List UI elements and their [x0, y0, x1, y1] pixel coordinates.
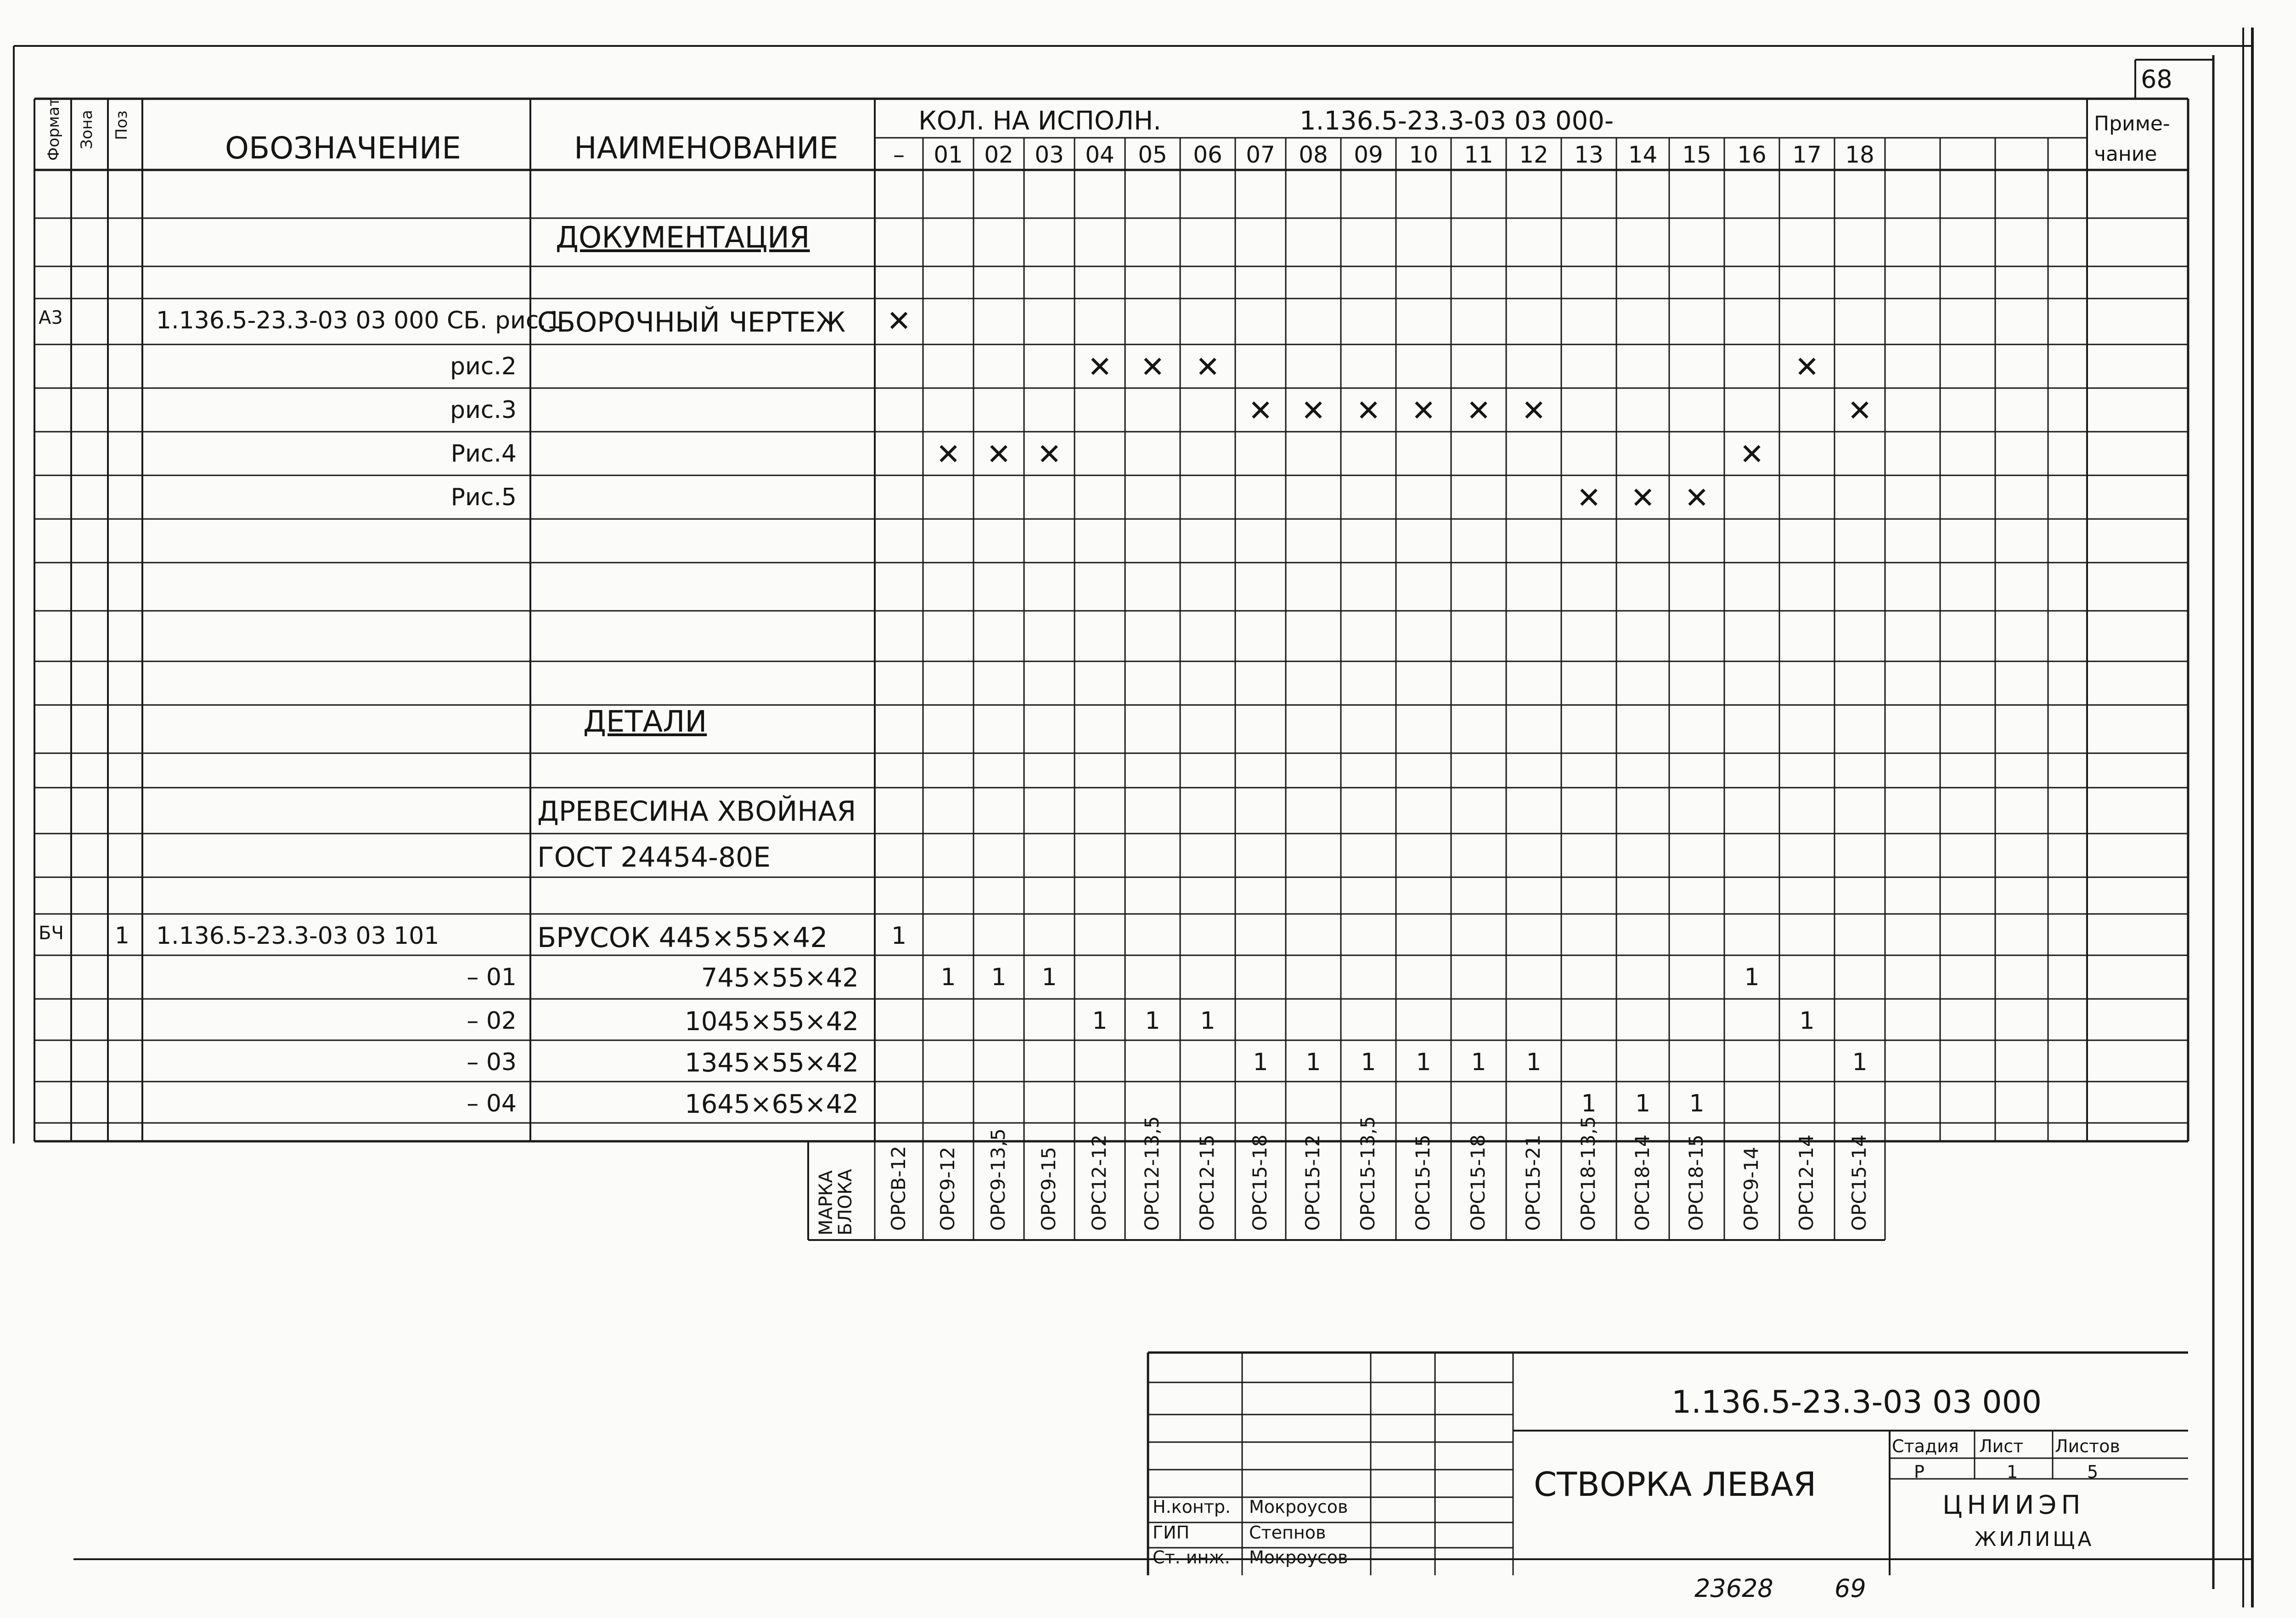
block-mark-label: ОРС15-18: [1249, 1134, 1271, 1231]
row-name: ДРЕВЕСИНА ХВОЙНАЯ: [537, 795, 856, 828]
qty-value: 1: [1744, 964, 1760, 991]
row-designation: Рис.5: [450, 484, 517, 511]
cross-mark: ✕: [1630, 481, 1655, 515]
qty-value: 1: [891, 922, 907, 950]
qty-value: 1: [1145, 1007, 1160, 1035]
cross-mark: ✕: [1087, 350, 1112, 384]
signature-name: Мокроусов: [1249, 1547, 1348, 1567]
cross-mark: ✕: [1847, 394, 1872, 428]
qty-value: 1: [1306, 1049, 1321, 1076]
row-designation: Рис.4: [450, 440, 517, 468]
row-name: 1645×65×42: [685, 1089, 859, 1119]
row-name: ГОСТ 24454-80Е: [537, 841, 771, 874]
exec-col-17: 17: [1792, 141, 1822, 168]
archive-number: 23628: [1694, 1574, 1773, 1603]
row-designation: – 03: [467, 1049, 517, 1076]
block-mark-label: ОРС15-13,5: [1356, 1116, 1379, 1231]
exec-col-13: 13: [1574, 141, 1604, 168]
block-mark-label: ОРС18-15: [1685, 1134, 1707, 1231]
qty-value: 1: [1041, 964, 1057, 991]
exec-col-5: 05: [1138, 141, 1167, 168]
cross-mark: ✕: [1356, 394, 1381, 428]
row-pos: 1: [115, 922, 129, 949]
qty-value: 1: [1581, 1090, 1597, 1117]
row-name: 1345×55×42: [685, 1048, 859, 1078]
footer-page: 69: [1835, 1574, 1866, 1603]
exec-col-6: 06: [1193, 141, 1222, 168]
cross-mark: ✕: [1140, 350, 1165, 384]
drawing-title: СТВОРКА ЛЕВАЯ: [1534, 1465, 1817, 1504]
cross-mark: ✕: [1739, 438, 1764, 472]
section-parts: ДЕТАЛИ: [583, 705, 707, 739]
row-format: А3: [39, 307, 63, 328]
header-remark-1: Приме-: [2094, 112, 2170, 135]
qty-value: 1: [1092, 1007, 1108, 1035]
exec-col-11: 11: [1464, 141, 1493, 168]
header-format: Формат: [45, 97, 63, 161]
signature-role: Ст. инж.: [1153, 1547, 1230, 1567]
block-mark-label: ОРС15-14: [1848, 1134, 1870, 1231]
block-mark-label: ОРС15-12: [1301, 1134, 1324, 1231]
row-name: БРУСОК 445×55×42: [537, 922, 828, 954]
header-designation: ОБОЗНАЧЕНИЕ: [225, 130, 461, 166]
qty-value: 1: [1689, 1090, 1705, 1117]
row-format: БЧ: [39, 923, 64, 944]
row-name: 1045×55×42: [685, 1007, 859, 1037]
qty-value: 1: [1416, 1049, 1431, 1076]
block-mark-label: ОРС15-15: [1412, 1134, 1434, 1231]
cross-mark: ✕: [1466, 394, 1491, 428]
signature-role: ГИП: [1153, 1522, 1190, 1543]
cross-mark: ✕: [886, 304, 912, 338]
cross-mark: ✕: [986, 438, 1011, 472]
cross-mark: ✕: [1195, 350, 1220, 384]
signature-name: Степнов: [1249, 1522, 1326, 1543]
section-documentation: ДОКУМЕНТАЦИЯ: [556, 221, 810, 255]
block-mark-label: ОРС9-15: [1037, 1146, 1060, 1231]
sheets-label: Листов: [2055, 1436, 2120, 1456]
row-designation: – 01: [467, 964, 517, 991]
block-mark-label: ОРС9-14: [1740, 1146, 1762, 1231]
signature-name: Мокроусов: [1249, 1497, 1348, 1517]
qty-value: 1: [991, 964, 1007, 991]
exec-col-8: 08: [1299, 141, 1328, 168]
org-line-2: ЖИЛИЩА: [1975, 1528, 2094, 1551]
sheet-label: Лист: [1979, 1436, 2024, 1456]
qty-value: 1: [1852, 1049, 1868, 1076]
cross-mark: ✕: [1576, 481, 1601, 515]
row-designation: рис.2: [450, 353, 517, 380]
signature-role: Н.контр.: [1153, 1497, 1231, 1517]
exec-col-16: 16: [1737, 141, 1767, 168]
cross-mark: ✕: [936, 438, 961, 472]
cross-mark: ✕: [1301, 394, 1326, 428]
doc-number: 1.136.5-23.3-03 03 000: [1671, 1384, 2042, 1421]
qty-value: 1: [1253, 1049, 1268, 1076]
exec-col-12: 12: [1519, 141, 1548, 168]
sheet-value: 1: [2007, 1462, 2018, 1482]
qty-value: 1: [940, 964, 956, 991]
qty-value: 1: [1361, 1049, 1376, 1076]
exec-col-14: 14: [1628, 141, 1658, 168]
cross-mark: ✕: [1248, 394, 1273, 428]
block-mark-label: ОРС12-12: [1088, 1134, 1110, 1231]
org-line-1: ЦНИИЭП: [1942, 1490, 2085, 1520]
row-designation: 1.136.5-23.3-03 03 101: [156, 922, 439, 950]
header-qty-caption: КОЛ. НА ИСПОЛН.: [918, 106, 1161, 136]
qty-value: 1: [1200, 1007, 1216, 1035]
header-zone: Зона: [78, 110, 96, 149]
block-mark-label: ОРС12-14: [1795, 1134, 1818, 1231]
block-mark-label: ОРС18-14: [1631, 1134, 1654, 1231]
row-name: СБОРОЧНЫЙ ЧЕРТЕЖ: [537, 306, 846, 338]
cross-mark: ✕: [1795, 350, 1819, 384]
exec-col-2: 02: [984, 141, 1013, 168]
stage-value: Р: [1914, 1462, 1925, 1482]
header-pos: Поз: [113, 110, 131, 140]
cross-mark: ✕: [1521, 394, 1546, 428]
exec-col-4: 04: [1085, 141, 1114, 168]
qty-value: 1: [1526, 1049, 1542, 1076]
block-mark-label: ОРС15-21: [1522, 1134, 1544, 1231]
row-designation: – 04: [467, 1090, 517, 1117]
block-mark-label: ОРС9-13,5: [987, 1128, 1009, 1231]
block-marks-caption: МАРКА БЛОКА: [816, 1169, 856, 1235]
exec-col-15: 15: [1682, 141, 1711, 168]
cross-mark: ✕: [1411, 394, 1436, 428]
cross-mark: ✕: [1684, 481, 1709, 515]
row-designation: рис.3: [450, 396, 517, 424]
block-mark-label: ОРСВ-12: [887, 1145, 910, 1231]
header-qty-doc: 1.136.5-23.3-03 03 000-: [1300, 106, 1614, 136]
block-mark-label: ОРС9-12: [936, 1146, 959, 1231]
block-mark-label: ОРС18-13,5: [1577, 1116, 1599, 1231]
row-designation: 1.136.5-23.3-03 03 000 СБ. рис.1: [156, 307, 562, 334]
header-remark-2: чание: [2094, 142, 2157, 166]
block-mark-label: ОРС15-18: [1467, 1134, 1489, 1231]
row-designation: – 02: [467, 1007, 517, 1035]
stage-label: Стадия: [1892, 1436, 1959, 1456]
exec-col-18: 18: [1845, 141, 1874, 168]
cross-mark: ✕: [1037, 438, 1062, 472]
qty-value: 1: [1635, 1090, 1651, 1117]
exec-col-9: 09: [1354, 141, 1383, 168]
exec-col-7: 07: [1246, 141, 1275, 168]
header-name: НАИМЕНОВАНИЕ: [574, 130, 838, 166]
qty-value: 1: [1799, 1007, 1815, 1035]
sheets-value: 5: [2087, 1462, 2099, 1482]
row-name: 745×55×42: [701, 963, 859, 993]
block-mark-label: ОРС12-13,5: [1141, 1116, 1163, 1231]
qty-value: 1: [1471, 1049, 1486, 1076]
exec-col-0: –: [893, 141, 905, 168]
exec-col-1: 01: [934, 141, 963, 168]
sheet-number-top: 68: [2141, 65, 2172, 94]
block-mark-label: ОРС12-15: [1196, 1134, 1218, 1231]
exec-col-10: 10: [1409, 141, 1438, 168]
exec-col-3: 03: [1035, 141, 1064, 168]
